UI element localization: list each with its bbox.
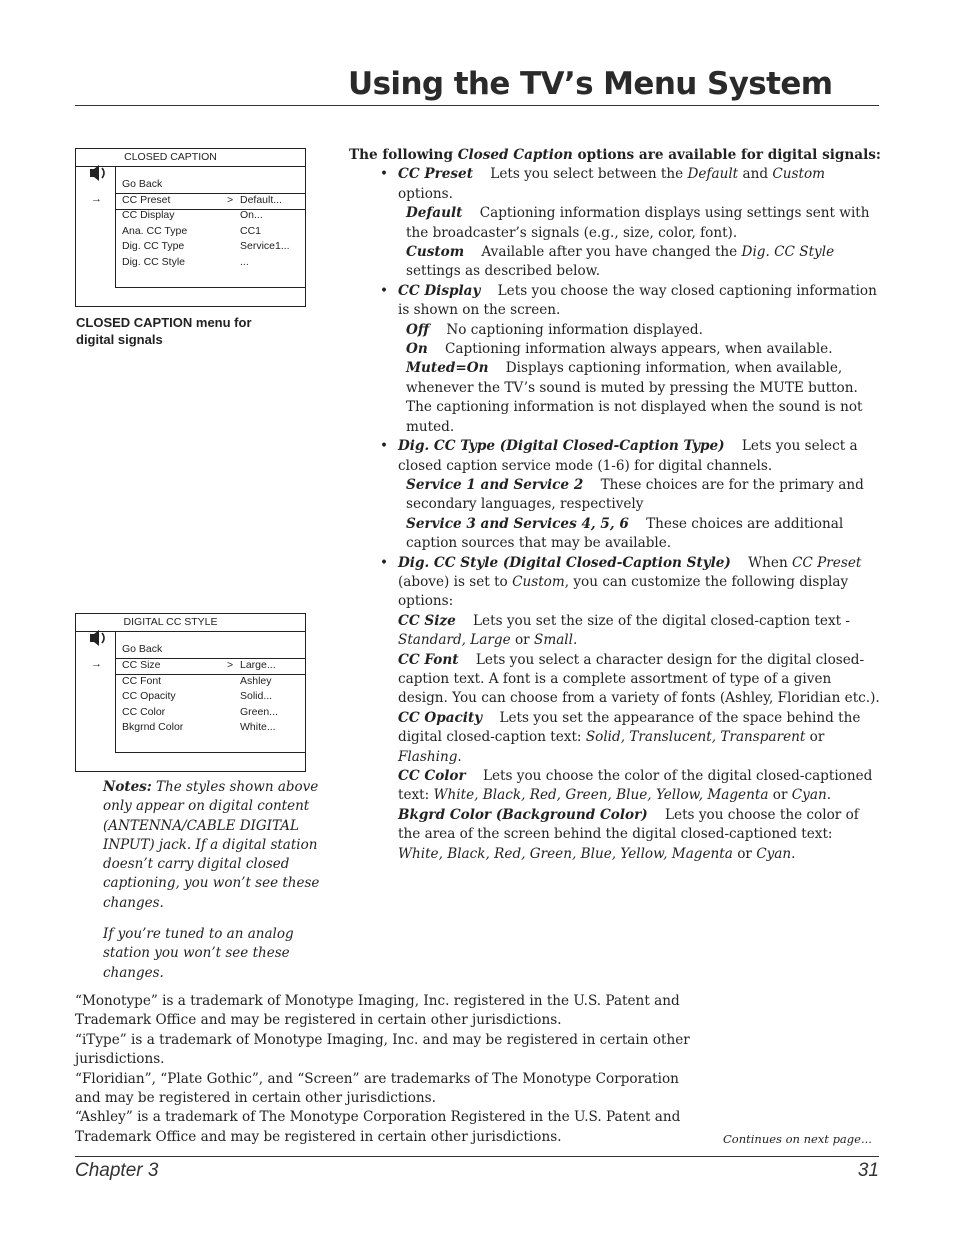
menu-list (115, 631, 305, 753)
option-cc-opacity: CC Opacity Lets you set the appearance of the space behind the digital closed-caption text: Solid, Translucent, Transparent or Flashing. (398, 709, 861, 765)
bullet-dig-cc-style: • Dig. CC Style (Digital Closed-Caption Style) When CC Preset (above) is set to Custom, you can customize the following display options: (380, 554, 862, 610)
menu-title: DIGITAL CC STYLE (76, 614, 305, 632)
menu-item-cc-display[interactable]: CC Display On... (122, 209, 263, 221)
menu-item-dig-cc-type[interactable]: Dig. CC Type Service1... (122, 240, 290, 252)
menu-item-cc-opacity[interactable]: CC Opacity Solid... (122, 690, 273, 702)
option-on: On Captioning information always appears, when available. (406, 341, 833, 358)
option-cc-color: CC Color Lets you choose the color of the digital closed-captioned text: White, Black, Red, Green, Blue, Yellow, Magenta or Cyan. (398, 768, 873, 804)
menu-list (115, 166, 305, 288)
option-cc-size: CC Size Lets you set the size of the digital closed-caption text - Standard, Large or Small. (398, 612, 850, 649)
footnote: “Monotype” is a trademark of Monotype Imaging, Inc. registered in the U.S. Patent and Trademark Office and may be registered in certain other jurisdictions. (75, 993, 680, 1029)
option-bkgrd-color: Bkgrd Color (Background Color) Lets you choose the color of the area of the screen behind the digital closed-captioned text: White, Black, Red, Green, Blue, Yellow, Magenta or Cyan. (398, 806, 859, 862)
selection-arrow-icon: → (91, 658, 102, 670)
option-muted-on: Muted=On Displays captioning information, when available, whenever the TV’s sound is muted by pressing the MUTE button. The captioning information is not displayed when the sound is not muted. (406, 360, 863, 435)
notes-paragraph: If you’re tuned to an analog station you won’t see these changes. (103, 926, 294, 981)
menu-item-dig-cc-style[interactable]: Dig. CC Style ... (122, 256, 249, 268)
option-service-3-6: Service 3 and Services 4, 5, 6 These choices are additional caption sources that may be available. (406, 515, 844, 552)
menu-item-cc-color[interactable]: CC Color Green... (122, 706, 278, 718)
bullet-cc-display: • CC Display Lets you choose the way closed captioning information is shown on the screen. (380, 282, 877, 319)
option-custom: Custom Available after you have changed the Dig. CC Style settings as described below. (406, 244, 835, 280)
bullet-dig-cc-type: • Dig. CC Type (Digital Closed-Caption Type) Lets you select a closed caption service mode (1-6) for digital channels. (380, 438, 858, 474)
menu-title: CLOSED CAPTION (76, 149, 305, 167)
closed-caption-menu (75, 148, 306, 307)
chapter-label: Chapter 3 (75, 1160, 159, 1181)
footnote: “Floridian”, “Plate Gothic”, and “Screen” are trademarks of The Monotype Corporation and may be registered in certain other jurisdictions. (75, 1070, 679, 1107)
footer-rule (75, 1156, 879, 1157)
continues-note: Continues on next page... (723, 1132, 872, 1146)
speaker-icon (88, 629, 108, 647)
option-service-1-2: Service 1 and Service 2 These choices are for the primary and secondary languages, respectively (406, 476, 864, 513)
menu-item-cc-font[interactable]: CC Font Ashley (122, 675, 272, 687)
menu-caption: CLOSED CAPTION menu for digital signals (76, 315, 252, 347)
page-number: 31 (857, 1160, 879, 1181)
page-title: Using the TV’s Menu System (348, 66, 833, 102)
intro-text: The following Closed Caption options are available for digital signals: (349, 147, 881, 163)
menu-item-go-back[interactable]: Go Back (122, 178, 163, 190)
option-default: Default Captioning information displays using settings sent with the broadcaster’s signals (e.g., size, color, font). (406, 205, 870, 241)
selection-arrow-icon: → (91, 193, 102, 205)
notes (103, 778, 321, 995)
main-content (349, 146, 881, 864)
option-off: Off No captioning information displayed. (406, 321, 703, 338)
menu-item-go-back[interactable]: Go Back (122, 643, 163, 655)
option-cc-font: CC Font Lets you select a character design for the digital closed-caption text. A font is a complete assortment of type of a given design. You can choose from a variety of fonts (Ashley, Floridian etc.). (398, 651, 880, 707)
notes-paragraph: Notes: The styles shown above only appear on digital content (ANTENNA/CABLE DIGITAL INPUT) jack. If a digital station doesn’t carry digital closed captioning, you won’t see these changes. (103, 779, 320, 911)
footnote: “iType” is a trademark of Monotype Imaging, Inc. and may be registered in certain other jurisdictions. (75, 1031, 690, 1068)
trademark-footnotes (75, 992, 705, 1147)
menu-item-ana-cc-type[interactable]: Ana. CC Type CC1 (122, 225, 262, 237)
footnote: “Ashley” is a trademark of The Monotype Corporation Registered in the U.S. Patent and Trademark Office and may be registered in certain other jurisdictions. (75, 1109, 681, 1145)
digital-cc-style-menu (75, 613, 306, 772)
menu-item-bkgrnd-color[interactable]: Bkgrnd Color White... (122, 721, 276, 733)
header-rule (75, 105, 879, 106)
speaker-icon (88, 164, 108, 182)
menu-item-cc-size[interactable]: CC Size > Large... (122, 659, 276, 671)
bullet-cc-preset: • CC Preset Lets you select between the Default and Custom options. (380, 166, 826, 202)
menu-item-cc-preset[interactable]: CC Preset > Default... (122, 194, 283, 206)
